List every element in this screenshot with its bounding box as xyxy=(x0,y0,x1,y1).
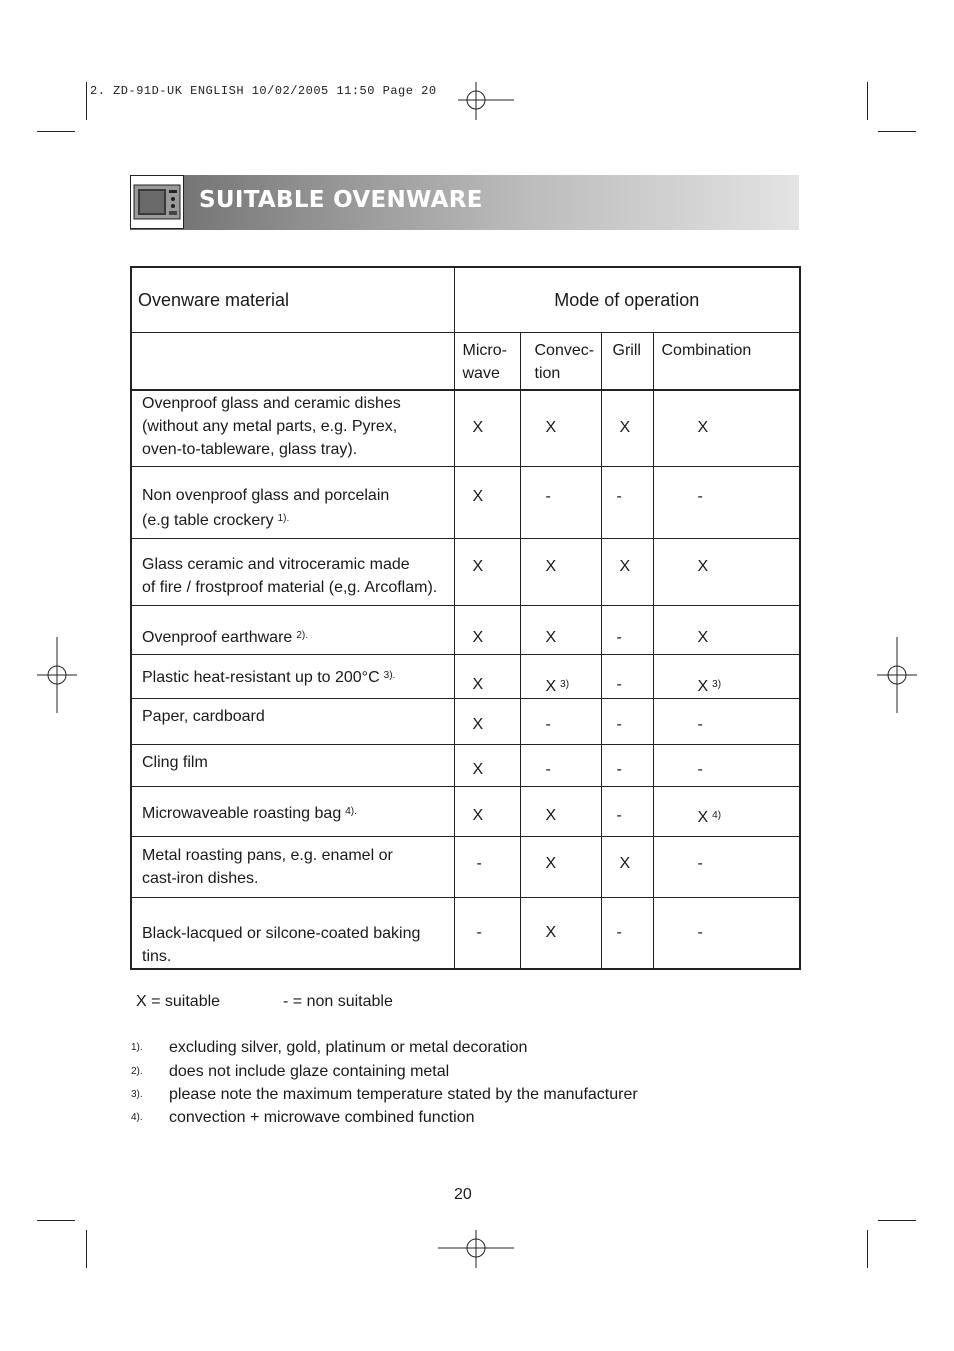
mode-cell xyxy=(601,466,653,538)
mode-cell xyxy=(601,698,653,744)
suitability-mark: X xyxy=(545,923,557,941)
crop-mark xyxy=(86,1230,87,1268)
suitability-mark: - xyxy=(616,628,622,646)
mode-cell xyxy=(601,836,653,897)
material-text: Glass ceramic and vitroceramic made xyxy=(142,555,410,573)
registration-mark-icon xyxy=(877,637,917,713)
mode-cell xyxy=(520,538,601,605)
mode-cell xyxy=(520,836,601,897)
suitability-mark: - xyxy=(476,923,482,941)
footnote-number: 1). xyxy=(131,1042,143,1053)
material-text: Microwaveable roasting bag xyxy=(142,804,342,822)
page-title: SUITABLE OVENWARE xyxy=(199,187,483,213)
suitability-mark: X xyxy=(545,677,557,695)
suitability-mark: - xyxy=(545,760,551,778)
material-cell xyxy=(131,744,454,786)
mode-header-grill: Grill xyxy=(601,333,653,391)
material-column-header: Ovenware material xyxy=(131,267,454,333)
table-row xyxy=(131,466,800,538)
blank-header-cell xyxy=(131,333,454,391)
suitability-mark: X xyxy=(545,557,557,575)
mode-cell xyxy=(454,786,520,836)
suitability-mark: - xyxy=(545,487,551,505)
suitability-mark: - xyxy=(476,854,482,872)
suitability-mark: X xyxy=(472,675,484,693)
footnote-ref: 3). xyxy=(383,669,396,681)
registration-mark-icon xyxy=(37,637,77,713)
suitability-mark: - xyxy=(697,715,703,733)
suitability-mark: X xyxy=(619,419,631,436)
table-row xyxy=(131,897,800,969)
footnote-ref: 2). xyxy=(296,629,308,641)
suitability-mark: - xyxy=(697,923,703,941)
crop-mark xyxy=(867,82,868,120)
material-cell xyxy=(131,605,454,654)
crop-mark xyxy=(37,131,75,132)
suitability-mark: X xyxy=(545,806,557,824)
mode-cell xyxy=(520,466,601,538)
mode-cell xyxy=(520,654,601,698)
suitability-mark: X xyxy=(472,419,484,436)
footnote-ref: 3) xyxy=(712,678,722,690)
material-text: (without any metal parts, e.g. Pyrex, xyxy=(142,418,398,435)
table-row xyxy=(131,786,800,836)
mode-cell xyxy=(653,605,800,654)
footnote-text: please note the maximum temperature stated by the manufacturer xyxy=(169,1086,638,1103)
material-text: Ovenproof glass and ceramic dishes xyxy=(142,395,401,412)
mode-cell xyxy=(601,538,653,605)
material-text: Black-lacqued or silcone-coated baking tins. xyxy=(142,924,421,965)
mode-cell xyxy=(520,786,601,836)
legend-non-suitable: - = non suitable xyxy=(283,993,393,1010)
mode-cell xyxy=(454,654,520,698)
mode-cell xyxy=(520,605,601,654)
crop-mark xyxy=(86,82,87,120)
suitability-mark: X xyxy=(697,677,709,695)
mode-cell xyxy=(601,897,653,969)
material-text: Paper, cardboard xyxy=(142,707,265,725)
suitability-mark: - xyxy=(545,715,551,733)
suitability-mark: X xyxy=(472,557,484,575)
registration-mark-icon xyxy=(458,82,514,120)
registration-mark-icon xyxy=(438,1230,514,1268)
material-cell xyxy=(131,836,454,897)
table-row xyxy=(131,538,800,605)
print-slug: 2. ZD-91D-UK ENGLISH 10/02/2005 11:50 Page 20 xyxy=(90,84,437,98)
suitability-mark: X xyxy=(472,628,484,646)
mode-cell xyxy=(520,390,601,466)
mode-cell xyxy=(454,897,520,969)
material-text: of fire / frostproof material (e,g. Arcoflam). xyxy=(142,578,438,596)
footnote-text: convection + microwave combined function xyxy=(169,1109,475,1126)
mode-cell xyxy=(454,390,520,466)
page-number: 20 xyxy=(454,1186,472,1203)
mode-cell xyxy=(454,538,520,605)
suitability-mark: - xyxy=(616,806,622,824)
mode-cell xyxy=(653,836,800,897)
suitability-mark: X xyxy=(697,808,709,826)
suitability-mark: X xyxy=(697,557,709,575)
suitability-mark: - xyxy=(616,760,622,778)
suitability-mark: - xyxy=(616,675,622,693)
footnote-text: does not include glaze containing metal xyxy=(169,1063,450,1080)
footnote-number: 3). xyxy=(131,1089,143,1100)
mode-cell xyxy=(520,744,601,786)
footnote-ref: 3) xyxy=(560,678,570,690)
footnote-number: 4). xyxy=(131,1112,143,1123)
footnote-ref: 1). xyxy=(277,512,290,524)
table-row xyxy=(131,605,800,654)
mode-header-microwave: Micro- wave xyxy=(454,333,520,391)
suitability-mark: X xyxy=(545,419,557,436)
section-banner xyxy=(130,175,799,230)
material-text: Cling film xyxy=(142,753,208,771)
material-text: Ovenproof earthware xyxy=(142,628,293,646)
mode-cell xyxy=(454,836,520,897)
footnote-number: 2). xyxy=(131,1066,143,1077)
suitability-mark: - xyxy=(616,715,622,733)
table-row xyxy=(131,654,800,698)
material-text: cast-iron dishes. xyxy=(142,869,259,887)
mode-cell xyxy=(601,786,653,836)
crop-mark xyxy=(37,1220,75,1221)
suitability-mark: - xyxy=(616,923,622,941)
material-cell xyxy=(131,786,454,836)
mode-cell xyxy=(520,698,601,744)
suitability-mark: X xyxy=(697,628,709,646)
footnote-ref: 4). xyxy=(345,805,357,817)
material-text: oven-to-tableware, glass tray). xyxy=(142,441,358,458)
suitability-mark: X xyxy=(472,806,484,824)
material-cell xyxy=(131,390,454,466)
suitability-mark: - xyxy=(697,854,703,872)
suitability-mark: - xyxy=(697,487,703,505)
material-cell xyxy=(131,698,454,744)
crop-mark xyxy=(867,1230,868,1268)
material-text: Non ovenproof glass and porcelain xyxy=(142,486,390,504)
mode-cell xyxy=(653,390,800,466)
mode-cell xyxy=(653,538,800,605)
suitability-mark: X xyxy=(545,854,557,872)
mode-cell xyxy=(454,605,520,654)
footnote-text: excluding silver, gold, platinum or metal decoration xyxy=(169,1039,528,1056)
mode-header-combination: Combination xyxy=(653,333,800,391)
microwave-oven-icon xyxy=(130,175,184,229)
mode-cell xyxy=(653,466,800,538)
table-row xyxy=(131,390,800,466)
table-row xyxy=(131,744,800,786)
mode-cell xyxy=(653,654,800,698)
table-row xyxy=(131,836,800,897)
mode-cell xyxy=(653,744,800,786)
legend-suitable: X = suitable xyxy=(136,993,221,1010)
footnote-ref: 4) xyxy=(712,809,722,821)
mode-cell xyxy=(601,605,653,654)
ovenware-table xyxy=(130,266,801,970)
mode-cell xyxy=(520,897,601,969)
mode-cell xyxy=(653,698,800,744)
crop-mark xyxy=(878,131,916,132)
suitability-mark: X xyxy=(619,557,631,575)
suitability-mark: X xyxy=(545,628,557,646)
mode-cell xyxy=(601,744,653,786)
material-cell xyxy=(131,897,454,969)
material-text: (e.g table crockery xyxy=(142,511,274,529)
material-cell xyxy=(131,466,454,538)
mode-cell xyxy=(653,786,800,836)
crop-mark xyxy=(878,1220,916,1221)
suitability-mark: - xyxy=(616,487,622,505)
mode-cell xyxy=(601,390,653,466)
material-cell xyxy=(131,654,454,698)
suitability-mark: X xyxy=(472,760,484,778)
table-row xyxy=(131,698,800,744)
mode-cell xyxy=(454,698,520,744)
suitability-mark: X xyxy=(472,487,484,505)
suitability-mark: X xyxy=(472,715,484,733)
mode-cell xyxy=(653,897,800,969)
mode-cell xyxy=(454,466,520,538)
material-text: Metal roasting pans, e.g. enamel or xyxy=(142,846,393,864)
suitability-mark: - xyxy=(697,760,703,778)
material-text: Plastic heat-resistant up to 200°C xyxy=(142,668,380,686)
suitability-mark: X xyxy=(619,854,631,872)
mode-column-header: Mode of operation xyxy=(454,267,800,333)
mode-cell xyxy=(601,654,653,698)
mode-header-row xyxy=(131,333,800,391)
mode-header-convection: Convec- tion xyxy=(520,333,601,391)
suitability-mark: X xyxy=(697,419,709,436)
mode-cell xyxy=(454,744,520,786)
material-cell xyxy=(131,538,454,605)
